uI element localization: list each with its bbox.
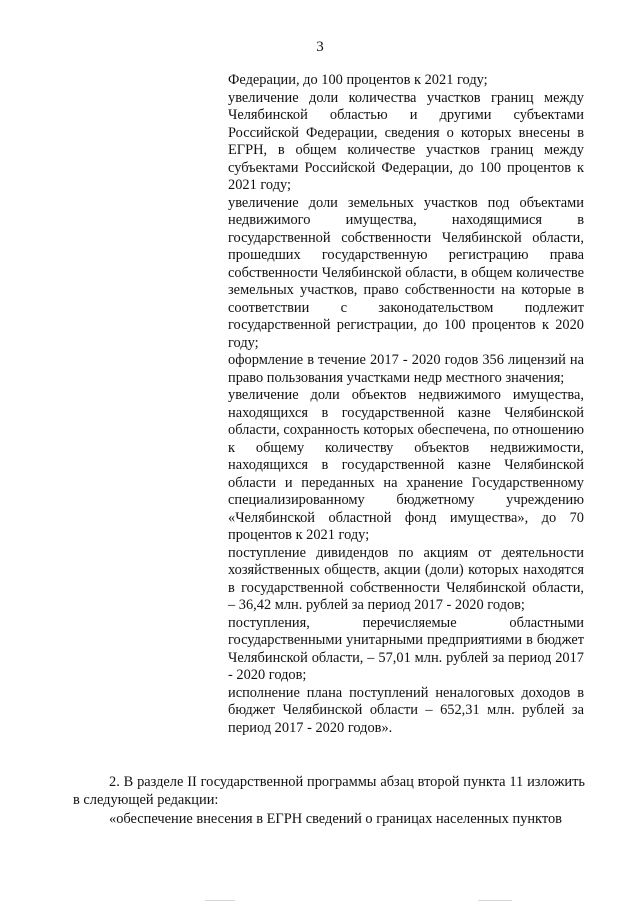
section-2-quote: «обеспечение внесения в ЕГРН сведений о границах населенных пунктов xyxy=(109,811,562,827)
list-item: увеличение доли объектов недвижимого имущества, находящихся в государственной казне Челябинской области, сохранность которых обеспечена, по отношению к общему количеству объектов недвижимости, находящихся в государственной казне Челябинской области и переданных на хранение Государственному специализированному бюджетному учреждению «Челябинской областной фонд имущества», до 70 процентов к 2021 году; xyxy=(228,387,584,543)
footer-divider xyxy=(205,900,235,901)
list-item: увеличение доли земельных участков под объектами недвижимого имущества, находящимися в государственной собственности Челябинской области, прошедших государственную регистрацию права собственности Челябинской области, в общем количестве земельных участков, право собственности на которые в соответствии с законодательством подлежит государственной регистрации, до 100 процентов к 2020 году; xyxy=(228,194,584,351)
list-item: Федерации, до 100 процентов к 2021 году; xyxy=(228,72,488,88)
list-item: поступление дивидендов по акциям от деятельности хозяйственных обществ, акции (доли) которых находятся в государственной собственности Челябинской области, – 36,42 млн. рублей за период 2017 - 2020 годов; xyxy=(228,544,584,613)
section-2-body xyxy=(73,773,585,828)
list-item: оформление в течение 2017 - 2020 годов 356 лицензий на право пользования участками недр местного значения; xyxy=(228,352,584,386)
page-number: 3 xyxy=(316,39,324,55)
list-item: исполнение плана поступлений неналоговых доходов в бюджет Челябинской области – 652,31 млн. рублей за период 2017 - 2020 годов». xyxy=(228,684,584,736)
target-indicators-list xyxy=(228,72,584,737)
section-2-instruction: 2. В разделе II государственной программы абзац второй пункта 11 изложить в следующей редакции: xyxy=(73,774,585,808)
footer-divider xyxy=(478,900,512,901)
list-item: увеличение доли количества участков границ между Челябинской областью и другими субъектами Российской Федерации, сведения о которых внесены в ЕГРН, в общем количестве участков границ между субъектами Российской Федерации, до 100 процентов к 2021 году; xyxy=(228,89,584,193)
list-item: поступления, перечисляемые областными государственными унитарными предприятиями в бюджет Челябинской области, – 57,01 млн. рублей за период 2017 - 2020 годов; xyxy=(228,614,584,683)
